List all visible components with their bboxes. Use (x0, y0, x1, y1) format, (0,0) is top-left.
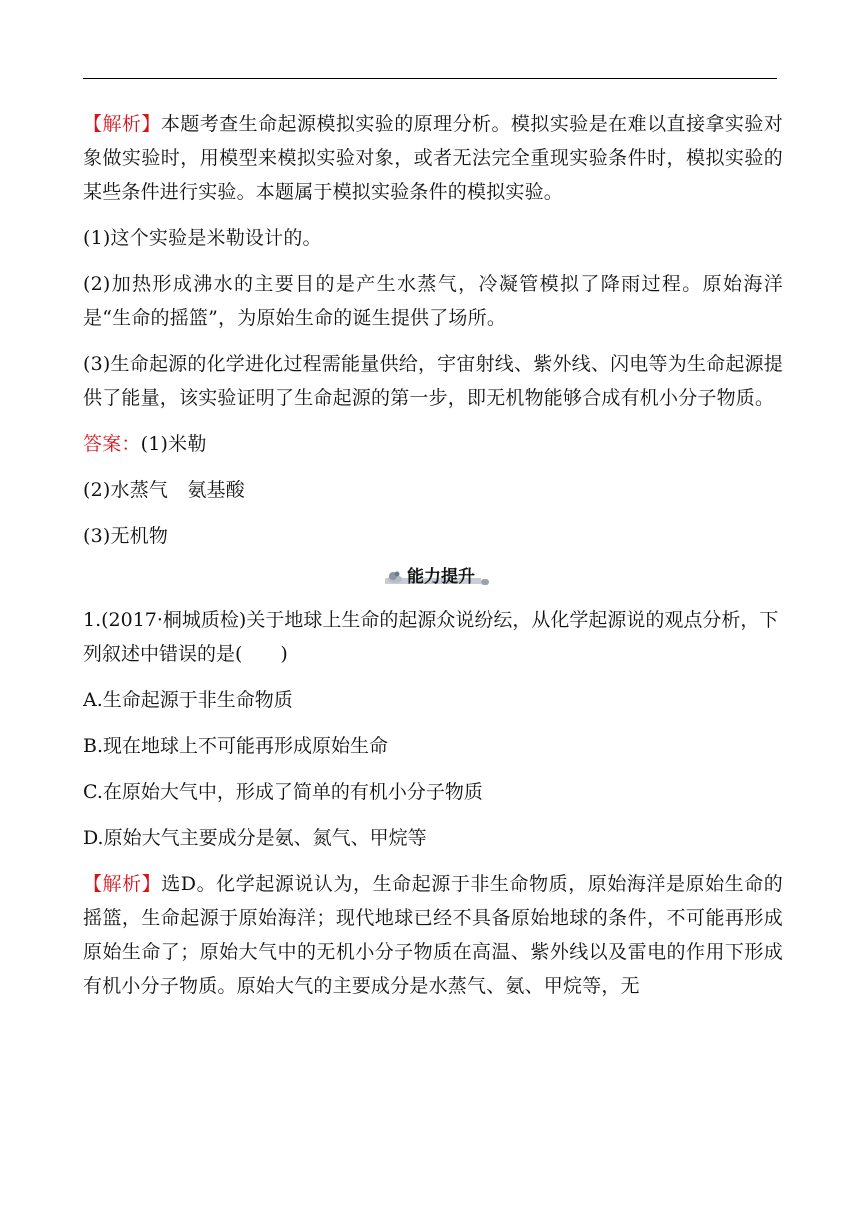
section-header (83, 565, 783, 595)
section-tail-decoration (481, 579, 489, 585)
answer-label: 答案： (83, 433, 141, 455)
answer-line-1 (83, 427, 783, 461)
header-rule (83, 78, 777, 79)
answer-line-3: (3)无机物 (83, 525, 169, 547)
question-option-c: C.在原始大气中，形成了简单的有机小分子物质 (83, 781, 483, 803)
question-option-a: A.生命起源于非生命物质 (83, 689, 293, 711)
section-badge (385, 565, 481, 589)
analysis-paragraph-2 (83, 867, 783, 1003)
analysis-point-2: (2)加热形成沸水的主要目的是产生水蒸气，冷凝管模拟了降雨过程。原始海洋是“生命的摇篮”，为原始生命的诞生提供了场所。 (83, 273, 783, 329)
analysis-point-3: (3)生命起源的化学进化过程需能量供给，宇宙射线、紫外线、闪电等为生命起源提供了能量，该实验证明了生命起源的第一步，即无机物能够合成有机小分子物质。 (83, 353, 783, 409)
question-stem: 1.(2017·桐城质检)关于地球上生命的起源众说纷纭，从化学起源说的观点分析，下列叙述中错误的是( ) (83, 609, 779, 665)
section-ornament-icon (387, 570, 403, 584)
analysis-text: 本题考查生命起源模拟实验的原理分析。模拟实验是在难以直接拿实验对象做实验时，用模型来模拟实验对象，或者无法完全重现实验条件时，模拟实验的某些条件进行实验。本题属于模拟实验条件的模拟实验。 (83, 113, 783, 203)
question-option-b: B.现在地球上不可能再形成原始生命 (83, 735, 389, 757)
answer-1: (1)米勒 (140, 433, 207, 455)
analysis-label-2: 【解析】 (83, 873, 162, 895)
analysis-label: 【解析】 (83, 113, 161, 135)
answer-line-2: (2)水蒸气 氨基酸 (83, 479, 245, 501)
section-title: 能力提升 (407, 567, 475, 587)
question-option-d: D.原始大气主要成分是氨、氮气、甲烷等 (83, 827, 427, 849)
analysis-text-2: 选D。化学起源说认为，生命起源于非生命物质，原始海洋是原始生命的摇篮，生命起源于原始海洋；现代地球已经不具备原始地球的条件，不可能再形成原始生命了；原始大气中的无机小分子物质在高温、紫外线以及雷电的作用下形成有机小分子物质。原始大气的主要成分是水蒸气、氨、甲烷等，无 (83, 873, 783, 997)
analysis-point-1: (1)这个实验是米勒设计的。 (83, 227, 322, 249)
analysis-paragraph-1 (83, 107, 783, 209)
page-content (83, 107, 783, 1015)
